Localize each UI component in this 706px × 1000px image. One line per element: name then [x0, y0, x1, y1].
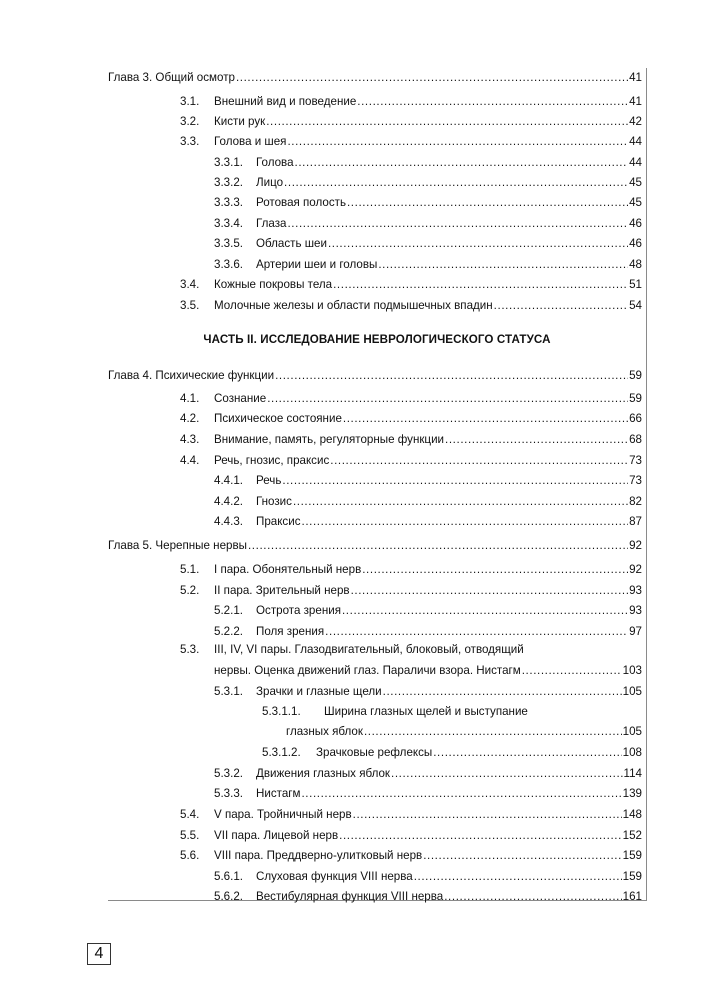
toc-entry — [214, 471, 642, 491]
toc-entry — [108, 68, 642, 88]
toc-entry — [180, 389, 642, 409]
toc-entry-title: Речь, гнозис, праксис — [214, 454, 330, 467]
dot-leader — [391, 764, 623, 784]
toc-entry-page: 48 — [629, 258, 642, 271]
dot-leader — [295, 153, 629, 173]
toc-entry-number: 5.3.1.2. — [262, 746, 301, 759]
toc-entry-number: 5.6. — [180, 849, 200, 862]
toc-entry-title: Слуховая функция VIII нерва — [256, 870, 413, 883]
toc-entry — [180, 826, 642, 846]
toc-entry-number: 4.3. — [180, 433, 200, 446]
toc-entry-number: 3.1. — [180, 95, 200, 108]
toc-entry-title: Глаза — [256, 217, 287, 230]
dot-leader — [328, 234, 628, 254]
toc-entry-number: 3.3. — [180, 135, 200, 148]
toc-entry-number: 4.4.1. — [214, 474, 244, 487]
toc-entry-page: 44 — [629, 135, 642, 148]
toc-entry-number: 4.4.2. — [214, 495, 244, 508]
dot-leader — [284, 173, 628, 193]
toc-entry-title: Острота зрения — [256, 604, 341, 617]
toc-entry-title: Область шеи — [256, 237, 327, 250]
toc-entry-number: 5.2.2. — [214, 625, 244, 638]
toc-entry-title: Кисти рук — [214, 115, 266, 128]
toc-entry — [180, 430, 642, 450]
dot-leader — [293, 492, 628, 512]
toc-entry-title: Ширина глазных щелей и выступание — [324, 705, 528, 718]
toc-entry-title: Голова — [256, 156, 294, 169]
dot-leader — [414, 867, 622, 887]
toc-entry — [180, 409, 642, 429]
toc-entry-number: 3.3.1. — [214, 156, 244, 169]
toc-entry — [180, 560, 642, 580]
toc-entry — [180, 581, 642, 601]
toc-entry-title: Зрачковые рефлексы — [316, 746, 433, 759]
toc-entry-title: Сознание — [214, 392, 267, 405]
toc-entry-title: Кожные покровы тела — [214, 278, 333, 291]
dot-leader — [433, 743, 621, 763]
dot-leader — [522, 661, 622, 681]
toc-entry-number: 3.3.2. — [214, 176, 244, 189]
dot-leader — [357, 92, 628, 112]
toc-entry-page: 139 — [622, 787, 642, 800]
toc-entry — [214, 153, 642, 173]
toc-entry — [214, 601, 642, 621]
toc-entry-page: 73 — [629, 454, 642, 467]
dot-leader — [287, 132, 628, 152]
toc-entry-page: 41 — [629, 95, 642, 108]
toc-entry-number: 5.3.1. — [214, 685, 244, 698]
toc-entry-number: 3.3.4. — [214, 217, 244, 230]
toc-entry — [180, 92, 642, 112]
toc-entry-number: 5.2.1. — [214, 604, 244, 617]
dot-leader — [282, 471, 628, 491]
toc-entry-page: 46 — [629, 217, 642, 230]
toc-entry — [180, 275, 642, 295]
toc-entry-page: 51 — [629, 278, 642, 291]
toc-entry-title: VII пара. Лицевой нерв — [214, 829, 339, 842]
toc-entry-page: 97 — [629, 625, 642, 638]
toc-entry-page: 59 — [629, 392, 642, 405]
toc-entry-number: 5.3. — [180, 643, 200, 656]
dot-leader — [333, 275, 628, 295]
toc-entry-number: 5.4. — [180, 808, 200, 821]
toc-entry-title: глазных яблок — [286, 725, 363, 738]
toc-entry-number: 5.6.1. — [214, 870, 244, 883]
dot-leader — [275, 366, 628, 386]
dot-leader — [351, 581, 629, 601]
toc-entry-title: Артерии шеи и головы — [256, 258, 378, 271]
toc-entry — [214, 492, 642, 512]
toc-entry-page: 54 — [629, 299, 642, 312]
dot-leader — [353, 805, 622, 825]
dot-leader — [330, 451, 628, 471]
toc-entry-page: 105 — [622, 685, 642, 698]
dot-leader — [378, 255, 628, 275]
toc-entry — [108, 366, 642, 386]
toc-entry-number: 3.4. — [180, 278, 200, 291]
toc-entry-page: 148 — [622, 808, 642, 821]
toc-entry-number: 3.3.3. — [214, 196, 244, 209]
toc-entry — [108, 536, 642, 556]
dot-leader — [301, 784, 621, 804]
toc-entry-title: Лицо — [256, 176, 284, 189]
toc-entry-page: 41 — [629, 71, 642, 84]
page-number: 4 — [87, 943, 111, 965]
dot-leader — [325, 622, 628, 642]
toc-entry-page: 92 — [629, 539, 642, 552]
toc-entry-page: 159 — [622, 870, 642, 883]
dot-leader — [339, 826, 622, 846]
toc-entry-page: 66 — [629, 412, 642, 425]
toc-entry — [180, 132, 642, 152]
toc-entry-page: 42 — [629, 115, 642, 128]
toc-entry-title: Речь — [256, 474, 282, 487]
toc-entry-title: I пара. Обонятельный нерв — [214, 563, 362, 576]
toc-entry-title: Вестибулярная функция VIII нерва — [256, 890, 444, 903]
toc-entry-title: II пара. Зрительный нерв — [214, 584, 350, 597]
toc-entry-page: 87 — [629, 515, 642, 528]
toc-entry-number: 4.1. — [180, 392, 200, 405]
toc-entry — [214, 234, 642, 254]
toc-entry — [214, 214, 642, 234]
toc-entry-page: 114 — [623, 767, 642, 780]
toc-entry-title: VIII пара. Преддверно-улитковый нерв — [214, 849, 423, 862]
toc-entry-page: 105 — [622, 725, 642, 738]
toc-entry-title: Глава 4. Психические функции — [108, 369, 275, 382]
toc-entry-title: Движения глазных яблок — [256, 767, 391, 780]
toc-entry-title: Внимание, память, регуляторные функции — [214, 433, 445, 446]
toc-entry — [180, 451, 642, 471]
toc-entry-title: Праксис — [256, 515, 301, 528]
dot-leader — [248, 536, 628, 556]
toc-entry-title: Внешний вид и поведение — [214, 95, 357, 108]
toc-entry-number: 5.3.3. — [214, 787, 244, 800]
toc-entry-page: 92 — [629, 563, 642, 576]
toc-entry-title: Голова и шея — [214, 135, 287, 148]
toc-entry — [180, 296, 642, 316]
toc-entry — [286, 722, 642, 742]
dot-leader — [364, 722, 622, 742]
toc-entry-title: Молочные железы и области подмышечных впадин — [214, 299, 493, 312]
toc-entry-page: 82 — [629, 495, 642, 508]
toc-entry-title: Глава 5. Черепные нервы — [108, 539, 247, 552]
toc-entry — [180, 805, 642, 825]
dot-leader — [347, 193, 628, 213]
toc-entry-title: Нистагм — [256, 787, 301, 800]
dot-leader — [423, 846, 621, 866]
toc-entry — [214, 173, 642, 193]
dot-leader — [445, 430, 628, 450]
toc-entry-title: III, IV, VI пары. Глазодвигательный, блоковый, отводящий — [214, 643, 524, 656]
toc-entry-number: 4.4.3. — [214, 515, 244, 528]
toc-entry-page: 152 — [622, 829, 642, 842]
toc-entry-number: 5.2. — [180, 584, 200, 597]
toc-entry-title: Ротовая полость — [256, 196, 346, 209]
dot-leader — [383, 682, 622, 702]
toc-entry-page: 159 — [622, 849, 642, 862]
dot-leader — [444, 887, 621, 907]
toc-entry — [214, 193, 642, 213]
section-heading: ЧАСТЬ II. ИССЛЕДОВАНИЕ НЕВРОЛОГИЧЕСКОГО СТАТУСА — [203, 333, 551, 346]
toc-entry — [214, 867, 642, 887]
toc-entry-title: Гнозис — [256, 495, 292, 508]
toc-entry-number: 3.3.5. — [214, 237, 244, 250]
toc-entry — [214, 512, 642, 532]
dot-leader — [494, 296, 628, 316]
toc-entry — [214, 784, 642, 804]
toc-entry — [214, 255, 642, 275]
toc-entry-5-3-line1 — [180, 640, 524, 660]
toc-entry-title: V пара. Тройничный нерв — [214, 808, 352, 821]
toc-entry-number: 5.1. — [180, 563, 200, 576]
toc-entry-page: 46 — [629, 237, 642, 250]
dot-leader — [266, 112, 628, 132]
toc-entry-page: 45 — [629, 176, 642, 189]
toc-entry-page: 68 — [629, 433, 642, 446]
toc-entry-page: 93 — [629, 604, 642, 617]
toc-entry-title: Зрачки и глазные щели — [256, 685, 382, 698]
toc-entry-number: 5.6.2. — [214, 890, 244, 903]
dot-leader — [342, 601, 628, 621]
toc-entry — [214, 622, 642, 642]
dot-leader — [236, 68, 628, 88]
toc-entry-number: 5.3.2. — [214, 767, 244, 780]
toc-entry-number: 3.5. — [180, 299, 200, 312]
toc-entry-title: Поля зрения — [256, 625, 325, 638]
toc-entry — [214, 682, 642, 702]
toc-entry-number: 4.4. — [180, 454, 200, 467]
toc-entry-number: 4.2. — [180, 412, 200, 425]
toc-entry-number: 5.3.1.1. — [262, 705, 301, 718]
dot-leader — [302, 512, 629, 532]
toc-entry-5-3-1-1-line1 — [262, 702, 528, 722]
toc-entry — [180, 846, 642, 866]
toc-entry-page: 108 — [622, 746, 642, 759]
toc-entry — [214, 764, 642, 784]
toc-entry-page: 103 — [622, 664, 642, 677]
toc-entry — [214, 887, 642, 907]
table-of-contents — [108, 68, 647, 901]
toc-entry-page: 73 — [629, 474, 642, 487]
toc-entry — [262, 743, 642, 763]
dot-leader — [287, 214, 628, 234]
toc-entry-number: 3.3.6. — [214, 258, 244, 271]
toc-entry-title: Психическое состояние — [214, 412, 342, 425]
toc-entry-page: 45 — [629, 196, 642, 209]
toc-entry-page: 59 — [629, 369, 642, 382]
dot-leader — [267, 389, 628, 409]
toc-entry-number: 5.5. — [180, 829, 200, 842]
dot-leader — [343, 409, 628, 429]
toc-entry-number: 3.2. — [180, 115, 200, 128]
toc-entry-page: 93 — [629, 584, 642, 597]
dot-leader — [362, 560, 628, 580]
toc-entry-page: 44 — [629, 156, 642, 169]
toc-entry — [214, 661, 642, 681]
toc-entry-page: 161 — [622, 890, 642, 903]
toc-entry-title: Глава 3. Общий осмотр — [108, 71, 235, 84]
toc-entry — [180, 112, 642, 132]
toc-entry-title: нервы. Оценка движений глаз. Параличи взора. Нистагм — [214, 664, 521, 677]
